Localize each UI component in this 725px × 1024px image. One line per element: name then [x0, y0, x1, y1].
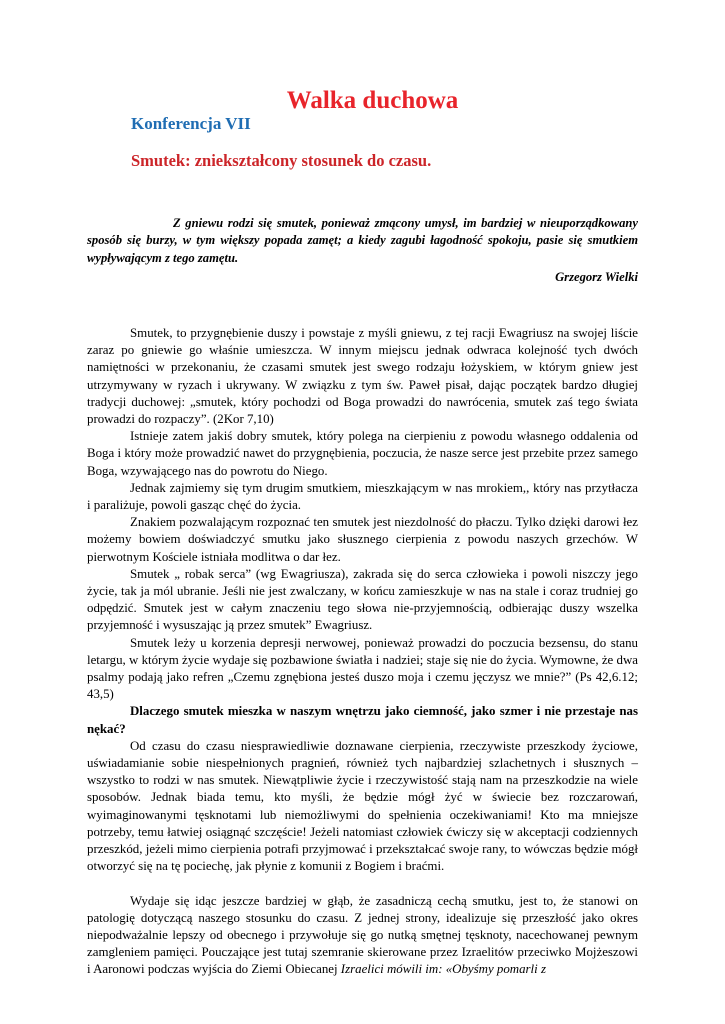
paragraph: Jednak zajmiemy się tym drugim smutkiem, mieszkającym w nas mrokiem,, który nas przytłacza i paraliżuje, powoli gasząc chęć do życia. — [87, 480, 638, 513]
question-heading: Dlaczego smutek mieszka w naszym wnętrzu jako ciemność, jako szmer i nie przestaje nas nękać? — [87, 704, 638, 736]
paragraph: Znakiem pozwalającym rozpoznać ten smutek jest niezdolność do płaczu. Tylko dzięki darowi łez możemy bowiem doświadczyć smutku jako słusznego cierpienia z powodu naszych grzechów. W pierwotnym Kościele istniała modlitwa o dar łez. — [87, 515, 638, 564]
paragraph: Od czasu do czasu niesprawiedliwie doznawane cierpienia, rzeczywiste przeszkody życiowe, uświadamianie sobie niespełnionych pragnień, również tych najbardziej szlachetnych i słusznych – wszystko to rodzi w nas smutek. Niewątpliwie życie i rzeczywistość stają nam na przeszkodzie na wiele sposobów. Jednak biada temu, kto myśli, że będzie mógł żyć w świecie bez rozczarowań, wyimaginowanymi tęsknotami lub niemożliwymi do spełnienia oczekiwaniami! Kto ma mniejsze potrzeby, temu łatwiej osiągnąć szczęście! Jeżeli natomiast człowiek ćwiczy się w akceptacji codziennych przeszkód, jeżeli mimo cierpienia potrafi przyjmować i przekształcać swoje rany, to wówczas będzie mógł otworzyć się na tę pociechę, jak płynie z komunii z Bogiem i braćmi. — [87, 738, 638, 874]
paragraph: Smutek leży u korzenia depresji nerwowej, ponieważ prowadzi do poczucia bezsensu, do stanu letargu, w którym życie wydaje się pozbawione światła i nadziei; staje się nie do życia. Wymowne, że dwa psalmy podają jako refren „Czemu zgnębiona jesteś duszo moja i czemu jęczysz we mnie?” (Ps 42,6.12; 43,5) — [87, 635, 638, 702]
subtitle-heading: Smutek: zniekształcony stosunek do czasu. — [131, 151, 432, 170]
paragraph: Smutek, to przygnębienie duszy i powstaje z myśli gniewu, z tej racji Ewagriusz na swojej liście zaraz po gniewie go właśnie umieszcza. W innym miejscu jednak odwraca kolejność tych dwóch namiętności w przekonaniu, że czasami smutek jest swego rodzaju łożyskiem, w którym gniew jest utrzymywany w ryzach i ukrywany. W związku z tym św. Paweł pisał, dając początek bardzo długiej tradycji duchowej: „smutek, który pochodzi od Boga prowadzi do nawrócenia, smutek zaś tego świata prowadzi do rozpaczy”. (2Kor 7,10) — [87, 326, 638, 427]
paragraph-last — [87, 893, 638, 979]
body-text — [87, 325, 638, 979]
paragraph: Istnieje zatem jakiś dobry smutek, który polega na cierpieniu z powodu własnego oddalenia od Boga i który może prowadzić nawet do przygnębienia, poczucia, że nasze serce jest przebite przez samego Boga, wzywającego nas do powrotu do Niego. — [87, 429, 638, 478]
paragraph: Smutek „ robak serca” (wg Ewagriusza), zakrada się do serca człowieka i powoli niszczy jego życie, tak ja mól ubranie. Jeśli nie jest zwalczany, w końcu zamieszkuje w nas na stale i coraz trudniej go odpędzić. Smutek jest w całym znaczeniu tego słowa nie-przyjemnością, odbierając duszy wszelka przyjemność i wysuszając ją przez smutek” Ewagriusz. — [87, 566, 638, 633]
document-title — [0, 86, 725, 116]
epigraph-quote — [87, 215, 638, 286]
paragraph-last-text: Wydaje się idąc jeszcze bardziej w głąb, że zasadniczą cechą smutku, jest to, że stanowi on patologię dotyczącą naszego stosunku do czasu. Z jednej strony, idealizuje się przeszłość jako okres niepodważalnie lepszy od obecnego i przywołuje się go nutką smętnej tęsknoty, nacechowanej pewnym zamgleniem pamięci. Pouczające jest tutaj szemranie skierowane przez Izraelitów przeciwko Mojżeszowi i Aaronowi podczas wyjścia do Ziemi Obiecanej — [87, 893, 638, 977]
conference-heading: Konferencja VII — [131, 114, 251, 133]
title-text: Walka duchowa — [286, 87, 459, 114]
quote-text: Z gniewu rodzi się smutek, ponieważ zmącony umysł, im bardziej w nieuporządkowany sposób się burzy, w tym większy popada zamęt; a kiedy zagubi łagodność spokoju, pasie się smutkiem wypływającym z tego zamętu. — [87, 216, 638, 265]
paragraph-last-italic: Izraelici mówili im: «Obyśmy pomarli z — [340, 962, 546, 977]
quote-author: Grzegorz Wielki — [555, 269, 638, 284]
